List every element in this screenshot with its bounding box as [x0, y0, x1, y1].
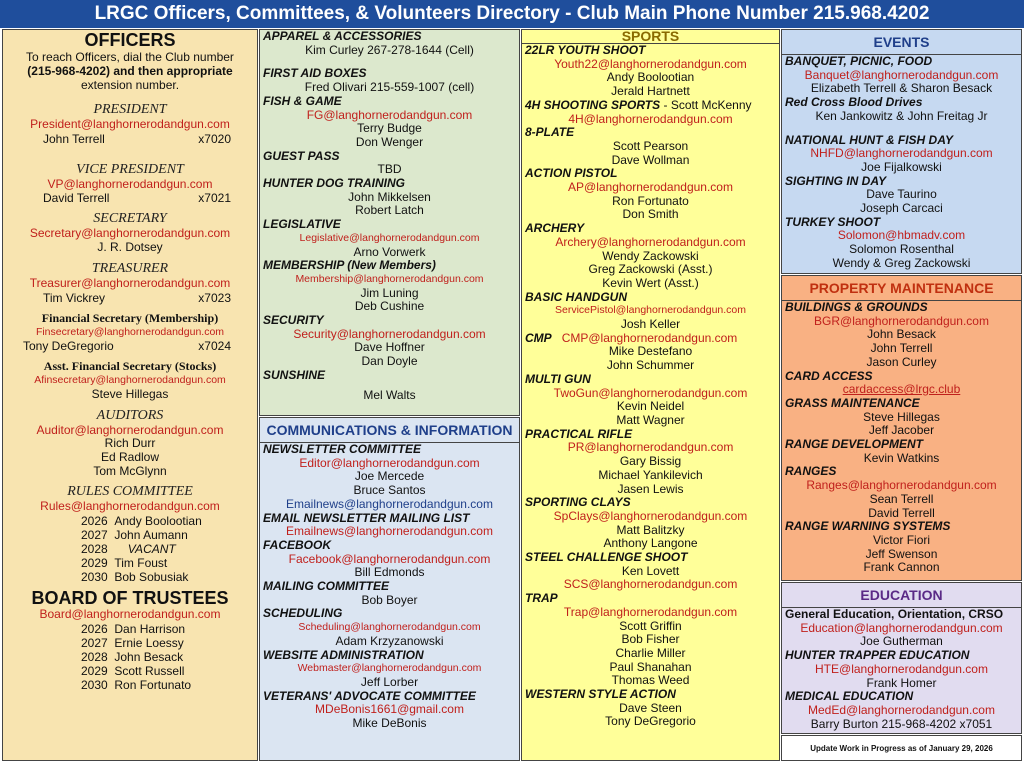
basic-handgun-email[interactable]: ServicePistol@langhornerodandgun.com	[554, 304, 747, 317]
first-aid-title: FIRST AID BOXES	[263, 66, 367, 81]
rules-member: 2029 Tim Foust	[81, 556, 168, 571]
youth22-email[interactable]: Youth22@langhornerodandgun.com	[554, 56, 747, 71]
officers-intro-1: To reach Officers, dial the Club number	[26, 50, 234, 64]
rules-member: 2028 VACANT	[81, 542, 176, 557]
hunter-dog-title: HUNTER DOG TRAINING	[263, 176, 405, 191]
sports-column	[521, 29, 780, 761]
cmp-email[interactable]: CMP@langhornerodandgun.com	[561, 330, 738, 345]
practical-rifle-name: Gary Bissig	[619, 454, 682, 469]
fish-game-name: Don Wenger	[355, 134, 424, 149]
steel-challenge-email[interactable]: SCS@langhornerodandgun.com	[563, 577, 738, 592]
plate8-name: Dave Wollman	[611, 152, 690, 167]
trap-name: Paul Shanahan	[609, 659, 692, 674]
committees-column	[259, 29, 520, 416]
mailing-name: Bob Boyer	[361, 592, 418, 607]
archery-title: ARCHERY	[525, 221, 585, 236]
membership-name: Jim Luning	[360, 285, 419, 300]
officers-column	[2, 29, 258, 761]
plate8-name: Scott Pearson	[612, 138, 689, 153]
comms-header: COMMUNICATIONS & INFORMATION	[260, 418, 519, 443]
website-email[interactable]: Webmaster@langhornerodandgun.com	[297, 662, 482, 675]
turkey-name: Solomon Rosenthal	[849, 242, 954, 257]
apparel-title: APPAREL & ACCESSORIES	[263, 29, 422, 43]
rules-member: 2026 Andy Boolootian	[81, 514, 202, 529]
medical-ed-email[interactable]: MedEd@langhornerodandgun.com	[808, 702, 995, 717]
multi-gun-name: Matt Wagner	[616, 412, 685, 427]
sunshine-title: SUNSHINE	[263, 367, 326, 382]
hunter-ed-title: HUNTER TRAPPER EDUCATION	[785, 648, 970, 663]
red-cross-name: Ken Jankowitz & John Freitag Jr	[815, 108, 988, 123]
archery-name: Wendy Zackowski	[602, 248, 699, 263]
practical-rifle-title: PRACTICAL RIFLE	[525, 426, 633, 441]
banquet-title: BANQUET, PICNIC, FOOD	[785, 54, 933, 68]
officers-intro-3: extension number.	[80, 78, 180, 92]
legislative-email[interactable]: Legislative@langhornerodandgun.com	[299, 231, 480, 244]
footer-note: Update Work in Progress as of January 29, 2026	[810, 744, 993, 753]
treasurer-email[interactable]: Treasurer@langhornerodandgun.com	[29, 275, 231, 290]
grass-name: Steve Hillegas	[863, 409, 940, 424]
auditor-name: Rich Durr	[104, 436, 156, 451]
rules-member: 2027 John Aumann	[81, 528, 188, 543]
trap-name: Charlie Miller	[615, 645, 686, 660]
range-dev-title: RANGE DEVELOPMENT	[785, 437, 924, 452]
general-ed-title: General Education, Orientation, CRSO	[785, 607, 1004, 621]
sighting-name: Dave Taurino	[866, 187, 937, 202]
membership-title: MEMBERSHIP (New Members)	[263, 258, 436, 273]
mailing-list-email[interactable]: Emailnews@langhornerodandgun.com	[286, 524, 493, 539]
basic-handgun-name: Josh Keller	[620, 317, 681, 332]
sporting-clays-email[interactable]: SpClays@langhornerodandgun.com	[553, 508, 748, 523]
card-email[interactable]: cardaccess@lrgc.club	[842, 382, 961, 397]
buildings-name: John Besack	[867, 327, 936, 342]
archery-email[interactable]: Archery@langhornerodandgun.com	[555, 234, 746, 249]
trustees-email[interactable]: Board@langhornerodandgun.com	[39, 607, 221, 622]
trustee-member: 2028 John Besack	[81, 649, 184, 664]
practical-rifle-name: Michael Yankilevich	[598, 467, 703, 482]
buildings-name: Jason Curley	[866, 354, 937, 369]
ranges-email[interactable]: Ranges@langhornerodandgun.com	[806, 478, 997, 493]
hunter-dog-name: John Mikkelsen	[348, 189, 431, 204]
cmp-title: CMP	[525, 330, 552, 345]
western-name: Dave Steen	[619, 700, 682, 715]
red-cross-title: Red Cross Blood Drives	[785, 95, 923, 110]
auditors-email[interactable]: Auditor@langhornerodandgun.com	[36, 422, 224, 437]
fish-game-title: FISH & GAME	[263, 93, 342, 108]
vp-ext: x7021	[198, 191, 231, 206]
website-title: WEBSITE ADMINISTRATION	[263, 647, 424, 662]
youth22-name: Andy Boolootian	[606, 70, 695, 85]
warning-title: RANGE WARNING SYSTEMS	[785, 519, 951, 534]
secretary-title: SECRETARY	[93, 211, 167, 227]
practical-rifle-email[interactable]: PR@langhornerodandgun.com	[567, 440, 734, 455]
president-name: John Terrell	[43, 131, 105, 146]
asstfin-name: Steve Hillegas	[91, 386, 169, 401]
basic-handgun-title: BASIC HANDGUN	[525, 289, 627, 304]
plate8-title: 8-PLATE	[525, 125, 575, 140]
steel-challenge-name: Ken Lovett	[621, 563, 680, 578]
secretary-email[interactable]: Secretary@langhornerodandgun.com	[29, 226, 231, 241]
treasurer-title: TREASURER	[91, 260, 169, 276]
hunter-ed-email[interactable]: HTE@langhornerodandgun.com	[815, 661, 988, 676]
banquet-name: Elizabeth Terrell & Sharon Besack	[810, 81, 993, 96]
mailing-list-title: EMAIL NEWSLETTER MAILING LIST	[263, 510, 470, 525]
property-column	[781, 275, 1022, 581]
president-email[interactable]: President@langhornerodandgun.com	[30, 117, 230, 131]
h4-email[interactable]: 4H@langhornerodandgun.com	[568, 111, 733, 126]
sporting-clays-name: Anthony Langone	[603, 536, 698, 551]
veterans-email[interactable]: MDeBonis1661@gmail.com	[315, 702, 464, 717]
veterans-name: Mike DeBonis	[352, 716, 427, 731]
legislative-title: LEGISLATIVE	[263, 217, 341, 232]
trustee-member: 2027 Ernie Loessy	[81, 635, 184, 650]
education-header: EDUCATION	[782, 583, 1021, 608]
finsec-email[interactable]: Finsecretary@langhornerodandgun.com	[35, 325, 225, 338]
secretary-name: J. R. Dotsey	[97, 240, 163, 255]
rules-member: 2030 Bob Sobusiak	[81, 570, 189, 585]
grass-title: GRASS MAINTENANCE	[785, 395, 920, 410]
scheduling-title: SCHEDULING	[263, 606, 343, 621]
newsletter-name: Bruce Santos	[353, 483, 426, 498]
fish-game-name: Terry Budge	[357, 121, 422, 136]
finsec-title: Financial Secretary (Membership)	[41, 310, 219, 325]
multi-gun-email[interactable]: TwoGun@langhornerodandgun.com	[553, 385, 748, 400]
veterans-title: VETERANS' ADVOCATE COMMITTEE	[263, 688, 476, 703]
treasurer-name: Tim Vickrey	[43, 290, 106, 305]
hunter-ed-name: Frank Homer	[866, 675, 937, 690]
warning-name: Victor Fiori	[872, 532, 931, 547]
archery-name: Kevin Wert (Asst.)	[602, 275, 699, 290]
ranges-name: David Terrell	[868, 505, 935, 520]
rules-email[interactable]: Rules@langhornerodandgun.com	[40, 499, 220, 514]
banquet-email[interactable]: Banquet@langhornerodandgun.com	[804, 67, 999, 82]
vp-email[interactable]: VP@langhornerodandgun.com	[47, 176, 213, 191]
turkey-email[interactable]: Solomon@hbmadv.com	[837, 228, 966, 243]
archery-name: Greg Zackowski (Asst.)	[588, 262, 713, 277]
multi-gun-title: MULTI GUN	[525, 371, 591, 386]
trustees-title: BOARD OF TRUSTEES	[31, 588, 229, 609]
range-dev-name: Kevin Watkins	[863, 450, 940, 465]
nhfd-email[interactable]: NHFD@langhornerodandgun.com	[810, 146, 993, 161]
auditor-name: Ed Radlow	[100, 450, 160, 465]
vp-title: VICE PRESIDENT	[76, 161, 184, 177]
warning-name: Frank Cannon	[863, 560, 940, 575]
apparel-line: Kim Curley 267-278-1644 (Cell)	[305, 42, 474, 57]
trap-email[interactable]: Trap@langhornerodandgun.com	[563, 604, 738, 619]
trap-name: Thomas Weed	[611, 673, 690, 688]
security-title: SECURITY	[263, 313, 324, 328]
membership-email[interactable]: Membership@langhornerodandgun.com	[295, 272, 484, 285]
medical-ed-title: MEDICAL EDUCATION	[785, 689, 914, 704]
footer-note-box	[781, 735, 1022, 761]
scheduling-email[interactable]: Scheduling@langhornerodandgun.com	[298, 621, 481, 634]
h4-person: - Scott McKenny	[663, 97, 752, 112]
trap-title: TRAP	[525, 591, 558, 606]
buildings-title: BUILDINGS & GROUNDS	[785, 300, 928, 314]
asstfin-title: Asst. Financial Secretary (Stocks)	[43, 359, 217, 374]
nhfd-name: Joe Fijalkowski	[861, 159, 942, 174]
property-header: PROPERTY MAINTENANCE	[782, 276, 1021, 301]
action-pistol-title: ACTION PISTOL	[525, 166, 618, 181]
president-ext: x7020	[198, 131, 231, 146]
membership-name: Deb Cushine	[354, 299, 425, 314]
auditor-name: Tom McGlynn	[93, 463, 167, 478]
officers-header: OFFICERS	[84, 30, 176, 50]
ranges-title: RANGES	[785, 464, 837, 479]
warning-name: Jeff Swenson	[865, 546, 938, 561]
practical-rifle-name: Jasen Lewis	[617, 481, 684, 496]
h4-title: 4H SHOOTING SPORTS	[525, 97, 661, 112]
grass-name: Jeff Jacober	[868, 423, 935, 438]
cmp-name: Mike Destefano	[608, 344, 693, 359]
general-ed-email[interactable]: Education@langhornerodandgun.com	[800, 620, 1003, 635]
action-pistol-email[interactable]: AP@langhornerodandgun.com	[568, 180, 733, 195]
hunter-dog-name: Robert Latch	[355, 203, 424, 218]
fish-game-email[interactable]: FG@langhornerodandgun.com	[306, 107, 473, 122]
general-ed-name: Joe Gutherman	[860, 634, 943, 649]
western-title: WESTERN STYLE ACTION	[525, 687, 676, 702]
guest-pass-title: GUEST PASS	[263, 148, 340, 163]
finsec-name: Tony DeGregorio	[23, 339, 114, 354]
legislative-name: Arno Vorwerk	[353, 244, 426, 259]
sighting-title: SIGHTING IN DAY	[785, 173, 887, 188]
auditors-title: AUDITORS	[96, 407, 164, 423]
officers-intro-2: (215-968-4202) and then appropriate	[27, 64, 233, 78]
first-aid-line: Fred Olivari 215-559-1007 (cell)	[304, 80, 475, 95]
sunshine-name: Mel Walts	[363, 387, 416, 402]
security-name: Dan Doyle	[361, 354, 418, 369]
turkey-name: Wendy & Greg Zackowski	[832, 255, 971, 270]
treasurer-ext: x7023	[198, 290, 231, 305]
trustee-member: 2030 Ron Fortunato	[81, 677, 192, 692]
trustee-member: 2029 Scott Russell	[81, 663, 185, 678]
newsletter-email2[interactable]: Emailnews@langhornerodandgun.com	[286, 496, 493, 511]
newsletter-name: Joe Mercede	[354, 469, 425, 484]
sporting-clays-name: Matt Balitzky	[616, 522, 685, 537]
rules-title: RULES COMMITTEE	[67, 484, 193, 500]
multi-gun-name: Kevin Neidel	[616, 399, 685, 414]
security-name: Dave Hoffner	[354, 340, 425, 355]
sighting-name: Joseph Carcaci	[860, 201, 943, 216]
steel-challenge-title: STEEL CHALLENGE SHOOT	[525, 550, 688, 565]
president-title: PRESIDENT	[93, 102, 167, 117]
facebook-title: FACEBOOK	[263, 537, 332, 552]
website-name: Jeff Lorber	[360, 674, 419, 689]
events-header: EVENTS	[782, 30, 1021, 55]
turkey-title: TURKEY SHOOT	[785, 214, 881, 229]
sporting-clays-title: SPORTING CLAYS	[525, 495, 631, 510]
trap-name: Scott Griffin	[619, 618, 682, 633]
communications-column	[259, 417, 520, 761]
ranges-name: Sean Terrell	[869, 491, 934, 506]
mailing-title: MAILING COMMITTEE	[263, 579, 389, 594]
facebook-name: Bill Edmonds	[354, 565, 425, 580]
action-pistol-name: Don Smith	[622, 207, 679, 222]
western-name: Tony DeGregorio	[605, 714, 696, 729]
card-title: CARD ACCESS	[785, 368, 873, 383]
newsletter-email[interactable]: Editor@langhornerodandgun.com	[299, 455, 480, 470]
action-pistol-name: Ron Fortunato	[612, 193, 689, 208]
page-title: LRGC Officers, Committees, & Volunteers Directory - Club Main Phone Number 215.968.4202	[0, 0, 1024, 28]
security-email[interactable]: Security@langhornerodandgun.com	[293, 326, 486, 341]
medical-ed-line: Barry Burton 215-968-4202 x7051	[810, 716, 993, 731]
trap-name: Bob Fisher	[621, 632, 680, 647]
cmp-name: John Schummer	[606, 358, 695, 373]
education-column	[781, 582, 1022, 734]
nhfd-title: NATIONAL HUNT & FISH DAY	[785, 132, 953, 147]
scheduling-name: Adam Krzyzanowski	[335, 633, 444, 648]
facebook-email[interactable]: Facebook@langhornerodandgun.com	[288, 551, 491, 566]
vp-name: David Terrell	[43, 191, 110, 206]
finsec-ext: x7024	[198, 339, 231, 354]
youth22-name: Jerald Hartnett	[611, 84, 690, 99]
youth22-title: 22LR YOUTH SHOOT	[525, 43, 646, 57]
buildings-email[interactable]: BGR@langhornerodandgun.com	[814, 313, 989, 328]
buildings-name: John Terrell	[870, 341, 933, 356]
sports-header: SPORTS	[522, 30, 779, 44]
events-column	[781, 29, 1022, 274]
guest-pass-name: TBD	[377, 162, 402, 177]
trustee-member: 2026 Dan Harrison	[81, 621, 186, 636]
asstfin-email[interactable]: Afinsecretary@langhornerodandgun.com	[34, 374, 226, 387]
newsletter-title: NEWSLETTER COMMITTEE	[263, 442, 421, 456]
